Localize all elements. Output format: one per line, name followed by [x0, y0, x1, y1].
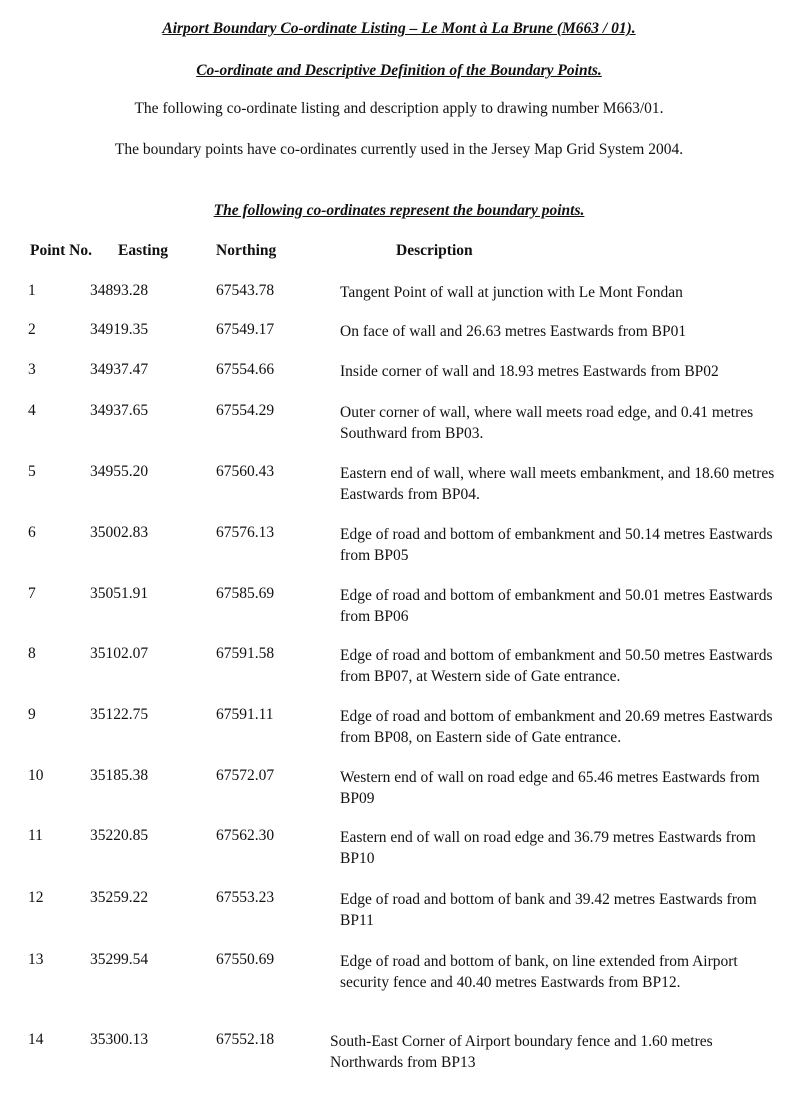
column-header-description: Description [396, 242, 473, 259]
point-number: 12 [28, 889, 44, 906]
easting-value: 35300.13 [90, 1031, 149, 1048]
easting-value: 35102.07 [90, 645, 149, 662]
northing-value: 67560.43 [216, 463, 275, 480]
point-description: Edge of road and bottom of bank and 39.42 metres Eastwards from BP11 [340, 891, 757, 929]
easting-value: 34937.65 [90, 402, 149, 419]
northing-value: 67549.17 [216, 321, 275, 338]
easting-value: 35122.75 [90, 706, 149, 723]
intro-paragraph-grid-system: The boundary points have co-ordinates currently used in the Jersey Map Grid System 2004. [114, 141, 684, 158]
point-number: 2 [28, 321, 36, 338]
point-description: On face of wall and 26.63 metres Eastwards from BP01 [340, 323, 687, 340]
point-number: 13 [28, 951, 44, 968]
northing-value: 67552.18 [216, 1031, 275, 1048]
point-description: Edge of road and bottom of embankment and 50.14 metres Eastwards from BP05 [340, 526, 773, 564]
document-subtitle: Co-ordinate and Descriptive Definition of the Boundary Points. [196, 62, 602, 79]
easting-value: 34955.20 [90, 463, 149, 480]
northing-value: 67554.66 [216, 361, 275, 378]
northing-value: 67553.23 [216, 889, 275, 906]
northing-value: 67562.30 [216, 827, 275, 844]
point-number: 6 [28, 524, 36, 541]
easting-value: 35002.83 [90, 524, 149, 541]
column-header-point: Point No. [30, 242, 92, 259]
point-description: Edge of road and bottom of embankment and 20.69 metres Eastwards from BP08, on Eastern side of Gate entrance. [340, 708, 773, 746]
easting-value: 35185.38 [90, 767, 149, 784]
easting-value: 34937.47 [90, 361, 149, 378]
northing-value: 67554.29 [216, 402, 275, 419]
point-number: 5 [28, 463, 36, 480]
point-number: 4 [28, 402, 36, 419]
column-header-easting: Easting [118, 242, 168, 259]
point-description: South-East Corner of Airport boundary fence and 1.60 metres Northwards from BP13 [330, 1033, 713, 1071]
point-description: Edge of road and bottom of embankment and 50.50 metres Eastwards from BP07, at Western side of Gate entrance. [340, 647, 773, 685]
point-number: 9 [28, 706, 36, 723]
northing-value: 67543.78 [216, 282, 275, 299]
point-description: Inside corner of wall and 18.93 metres Eastwards from BP02 [340, 363, 719, 380]
northing-value: 67591.58 [216, 645, 275, 662]
easting-value: 34919.35 [90, 321, 149, 338]
column-header-northing: Northing [216, 242, 277, 259]
easting-value: 35259.22 [90, 889, 149, 906]
point-number: 8 [28, 645, 36, 662]
point-number: 1 [28, 282, 36, 299]
point-description: Eastern end of wall, where wall meets embankment, and 18.60 metres Eastwards from BP04. [340, 465, 775, 503]
point-number: 14 [28, 1031, 44, 1048]
easting-value: 35220.85 [90, 827, 149, 844]
northing-value: 67550.69 [216, 951, 275, 968]
point-number: 10 [28, 767, 44, 784]
easting-value: 34893.28 [90, 282, 149, 299]
point-description: Eastern end of wall on road edge and 36.79 metres Eastwards from BP10 [340, 829, 756, 867]
northing-value: 67591.11 [216, 706, 274, 723]
point-number: 3 [28, 361, 36, 378]
section-heading: The following co-ordinates represent the boundary points. [213, 202, 585, 219]
northing-value: 67585.69 [216, 585, 275, 602]
point-number: 7 [28, 585, 36, 602]
easting-value: 35299.54 [90, 951, 149, 968]
point-description: Tangent Point of wall at junction with Le Mont Fondan [340, 284, 683, 301]
point-description: Edge of road and bottom of embankment and 50.01 metres Eastwards from BP06 [340, 587, 773, 625]
document-title: Airport Boundary Co-ordinate Listing – Le Mont à La Brune (M663 / 01). [162, 20, 636, 37]
northing-value: 67576.13 [216, 524, 275, 541]
point-description: Outer corner of wall, where wall meets road edge, and 0.41 metres Southward from BP03. [340, 404, 754, 442]
northing-value: 67572.07 [216, 767, 275, 784]
easting-value: 35051.91 [90, 585, 149, 602]
point-number: 11 [28, 827, 43, 844]
point-description: Western end of wall on road edge and 65.46 metres Eastwards from BP09 [340, 769, 760, 807]
intro-paragraph-drawing: The following co-ordinate listing and description apply to drawing number M663/01. [134, 100, 664, 117]
point-description: Edge of road and bottom of bank, on line extended from Airport security fence and 40.40 metres Eastwards from BP12. [340, 953, 738, 991]
